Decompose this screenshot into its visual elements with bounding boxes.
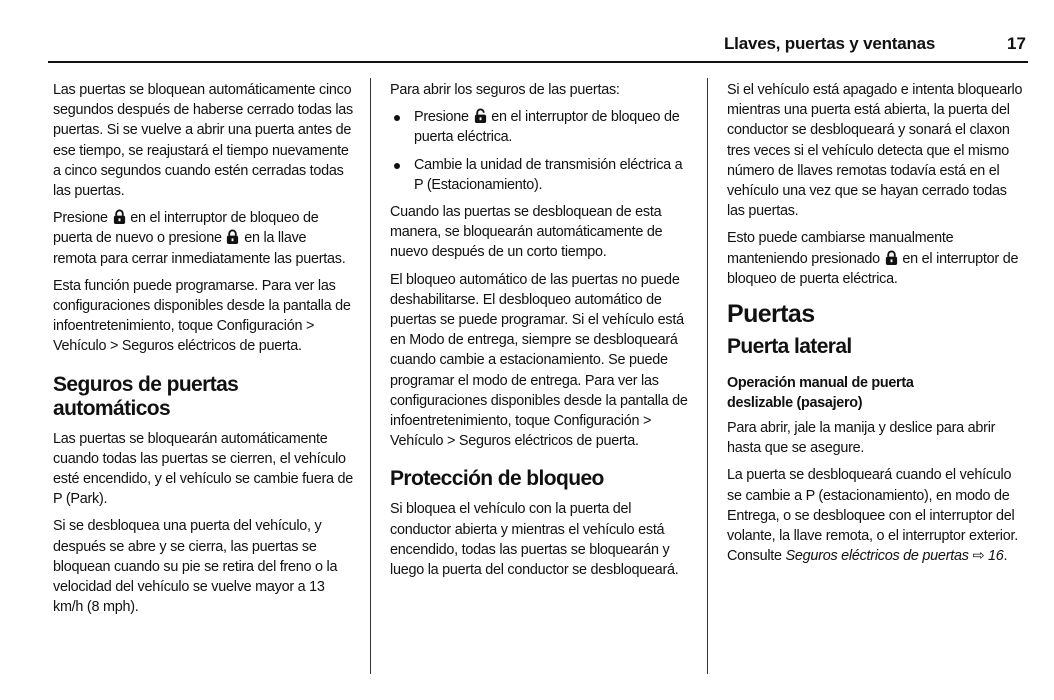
text: en el interruptor de bloqueo de puerta de nuevo o presione — [53, 210, 319, 247]
paragraph: Esta función puede programarse. Para ver las configuraciones disponibles desde la pantalla de infoentretenimiento, toque Configuración > Vehículo > Seguros eléctricos de puerta. — [53, 277, 351, 355]
arrow-icon: ⇨ — [972, 548, 985, 565]
column-divider — [370, 78, 371, 674]
paragraph: El bloqueo automático de las puertas no puede deshabilitarse. El desbloqueo automático de puertas se puede programar. Si el vehículo está en Modo de entrega, siempre se desbloqueará cuando cambie a estacionamiento. Se puede programar el modo de entrega. Para ver las configuraciones disponibles desde la pantalla de infoentretenimiento, toque Configuración > Vehículo > Seguros eléctricos de puerta. — [390, 271, 688, 450]
column-2 — [390, 80, 692, 587]
chapter-heading: Puertas — [727, 300, 815, 329]
text: en la llave remota para cerrar inmediatamente las puertas. — [53, 230, 346, 267]
header-rule — [48, 61, 1028, 63]
lock-icon — [884, 250, 899, 265]
column-divider — [707, 78, 708, 674]
reference-page[interactable]: 16 — [988, 548, 1004, 565]
column-1 — [53, 80, 353, 624]
paragraph: Cuando las puertas se desbloquean de esta manera, se bloquearán automáticamente de nuevo después de un corto tiempo. — [390, 204, 663, 261]
paragraph: Las puertas se bloquearán automáticamente cuando todas las puertas se cierren, el vehículo esté encendido, y el vehículo se cambie fuera de P (Park). — [53, 430, 353, 508]
paragraph — [727, 228, 1027, 289]
text: La puerta se desbloqueará cuando el vehículo se cambie a P (estacionamiento), en modo de Entrega, o se desbloquee con el interruptor del volante, la llave remota, o el interruptor exterior. Consulte — [727, 467, 1018, 565]
text: en el interruptor de bloqueo de puerta eléctrica. — [727, 250, 1019, 287]
page-number: 17 — [1007, 34, 1026, 53]
section-heading: Protección de bloqueo — [390, 467, 604, 491]
paragraph: Para abrir, jale la manija y deslice para abrir hasta que se asegure. — [727, 420, 996, 457]
section-title: Llaves, puertas y ventanas — [724, 34, 936, 53]
paragraph: Las puertas se bloquean automáticamente cinco segundos después de haberse cerrado todas las puertas. Si se vuelve a abrir una puerta antes de ese tiempo, se reajustará el tiempo nuevamente a cinco segundos cuando estén cerradas todas las puertas. — [53, 82, 353, 200]
column-3 — [727, 80, 1027, 573]
paragraph: Si se desbloquea una puerta del vehículo, y después se abre y se cierra, las puertas se bloquean cuando su pie se retira del freno o la velocidad del vehículo se vuelve mayor a 13 km/h (8 mph). — [53, 518, 338, 616]
list-item — [390, 107, 692, 147]
text: . — [1003, 548, 1008, 565]
section-heading: Seguros de puertas automáticos — [53, 372, 239, 420]
bullet-list — [390, 107, 692, 195]
paragraph: Si bloquea el vehículo con la puerta del conductor abierta y mientras el vehículo está encendido, todas las puertas se bloquearán y luego la puerta del conductor se desbloqueará. — [390, 501, 679, 579]
lock-icon — [112, 209, 127, 224]
paragraph — [53, 208, 353, 269]
text: Presione — [53, 210, 108, 227]
list-item: Cambie la unidad de transmisión eléctrica a P (Estacionamiento). — [390, 155, 692, 195]
paragraph — [727, 465, 1027, 566]
lock-icon — [225, 229, 240, 244]
text: Esto puede cambiarse manualmente manteniendo presionado — [727, 230, 954, 267]
text: Presione — [414, 109, 469, 126]
text: en el interruptor de bloqueo de puerta eléctrica. — [414, 109, 680, 146]
subsection-heading: Operación manual de puerta deslizable (pasajero) — [727, 375, 914, 412]
section-heading: Puerta lateral — [727, 335, 852, 359]
cross-reference-link[interactable]: Seguros eléctricos de puertas — [785, 548, 969, 565]
unlock-icon — [473, 108, 488, 123]
paragraph: Para abrir los seguros de las puertas: — [390, 82, 620, 98]
paragraph: Si el vehículo está apagado e intenta bloquearlo mientras una puerta está abierta, la puerta del conductor se desbloqueará y sonará el claxon tres veces si el vehículo detecta que el mismo número de llaves remotas todavía está en el vehículo una vez que se hayan cerrado todas las puertas. — [727, 82, 1023, 220]
